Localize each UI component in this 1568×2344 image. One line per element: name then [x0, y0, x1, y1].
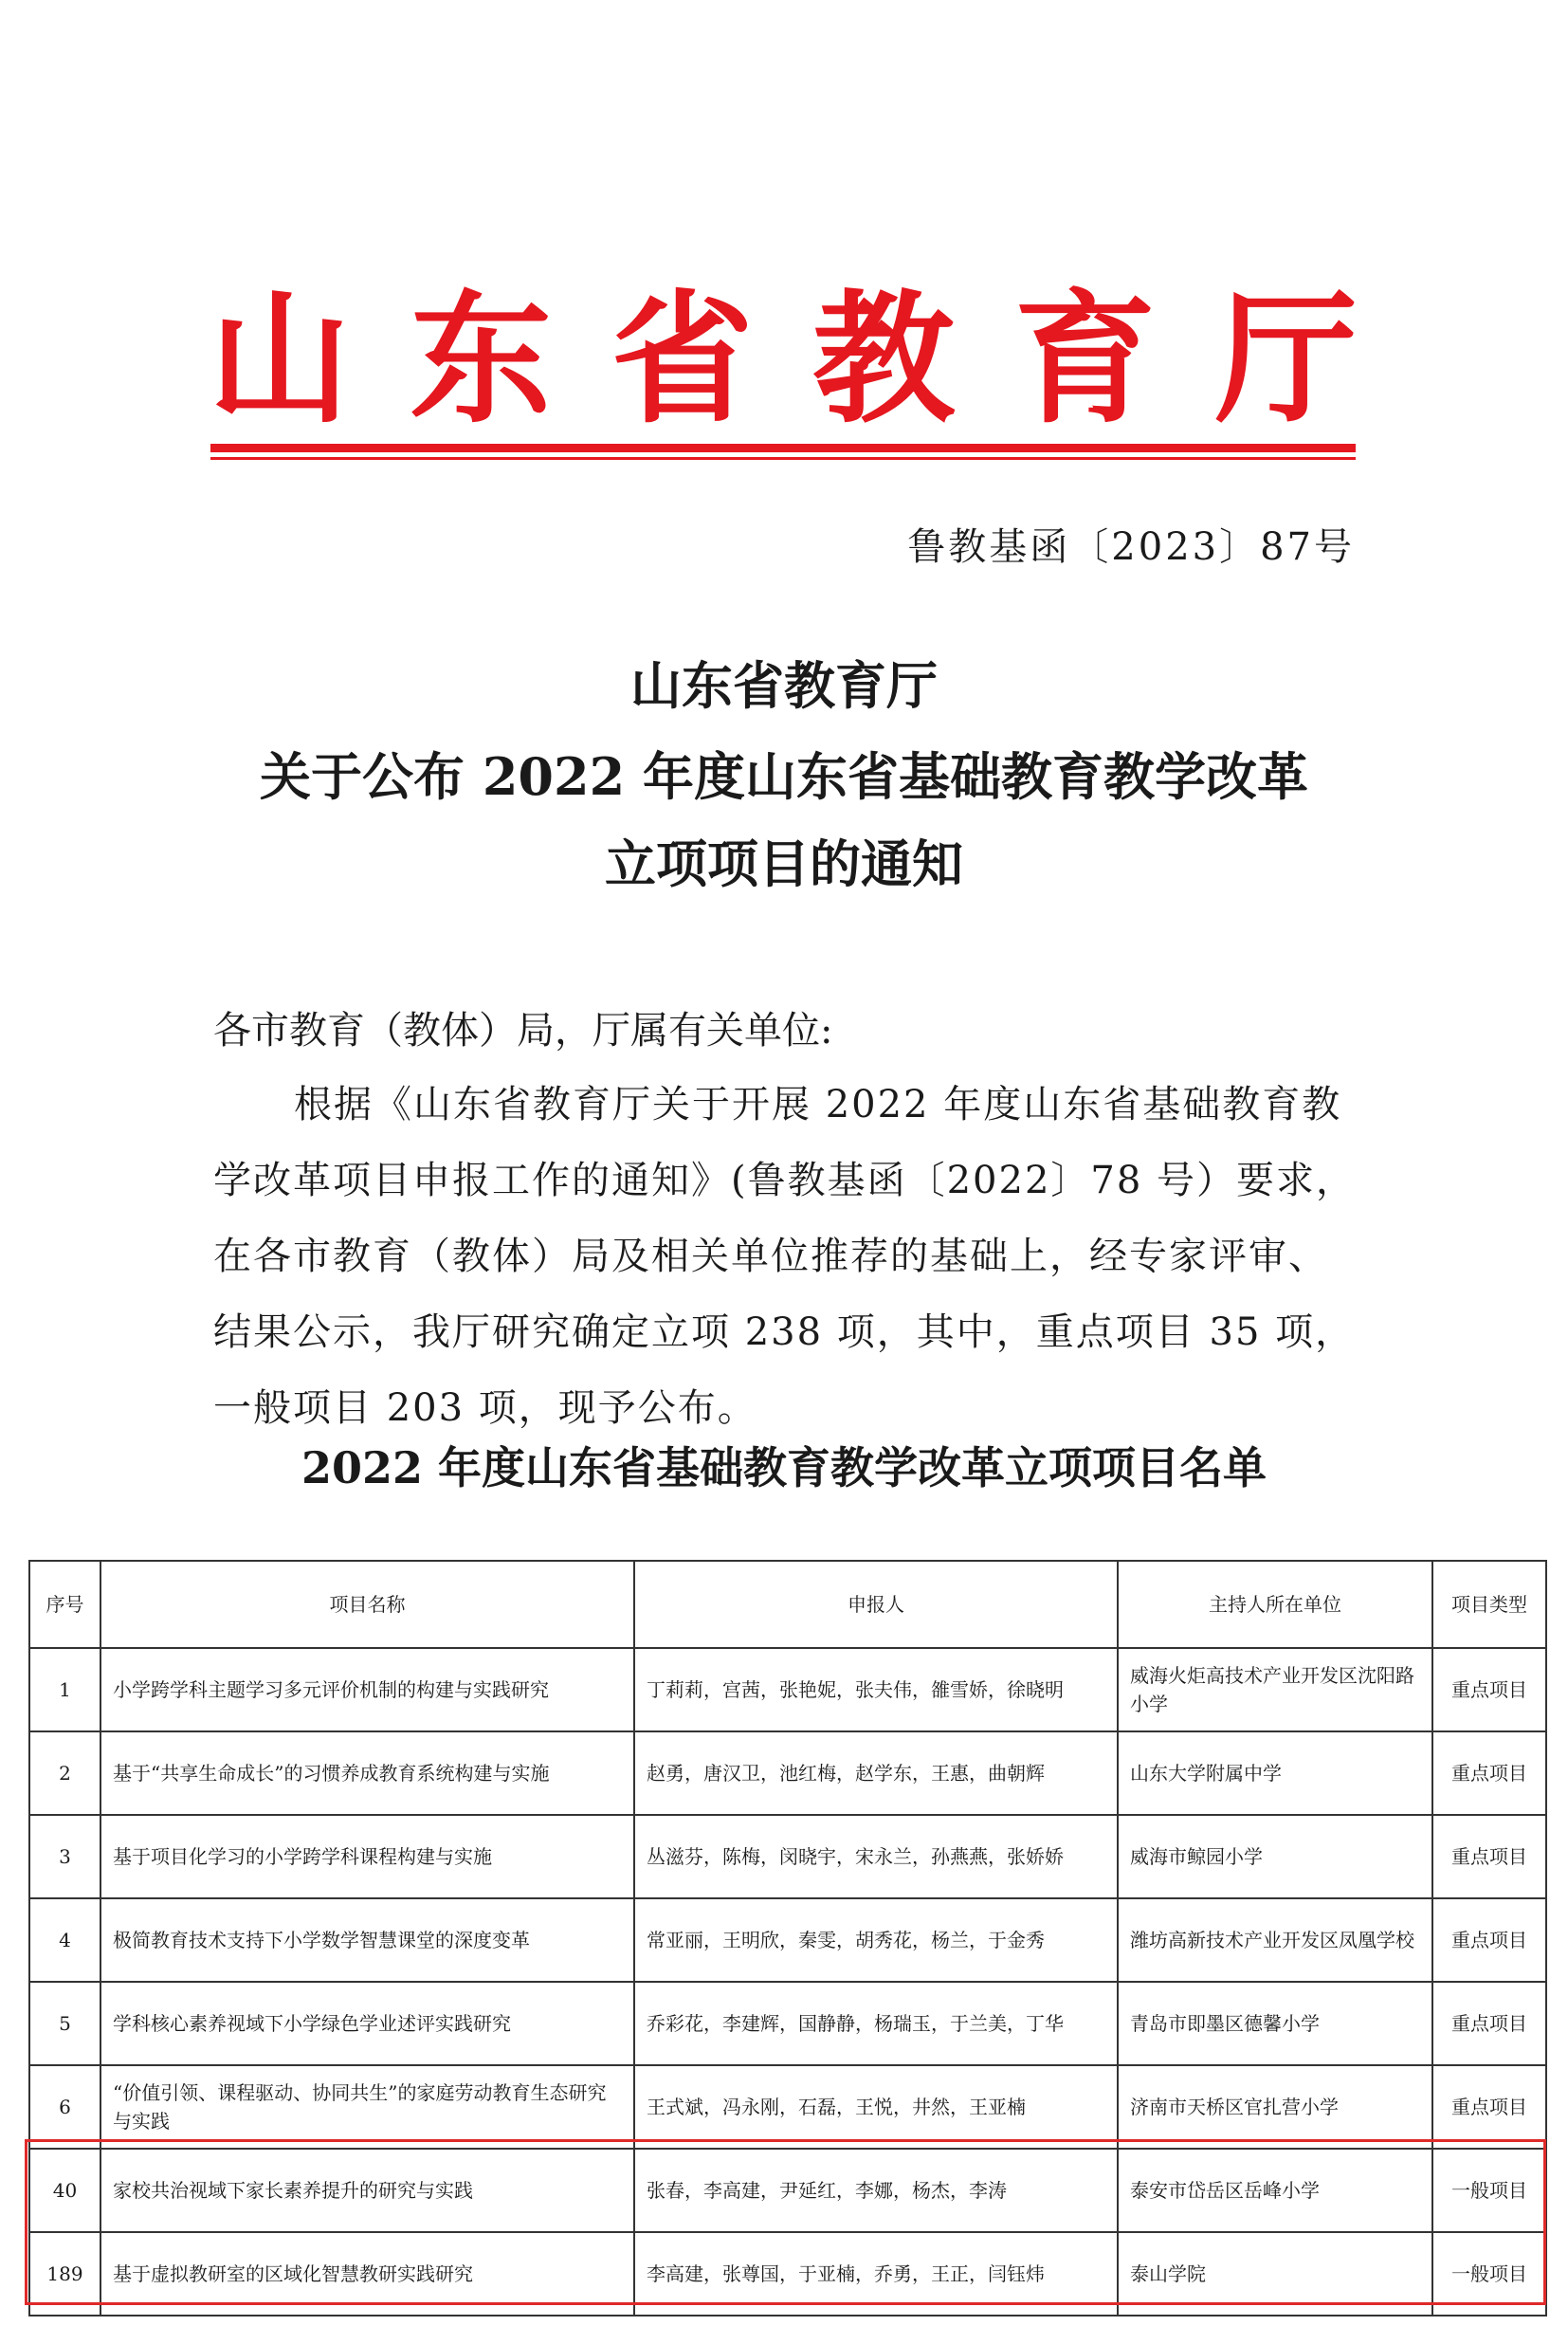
- table-row: [29, 2149, 1546, 2232]
- cell-project-type: 一般项目: [1432, 2232, 1546, 2316]
- table-row: [29, 1982, 1546, 2065]
- cell-host-unit: 泰安市岱岳区岳峰小学: [1118, 2149, 1432, 2232]
- cell-no: 2: [29, 1731, 100, 1815]
- body-line: 根据《山东省教育厅关于开展 2022 年度山东省基础教育教: [294, 1083, 1342, 1126]
- header-host-unit: 主持人所在单位: [1118, 1561, 1432, 1648]
- cell-project-type: 重点项目: [1432, 1898, 1546, 1982]
- table-row: [29, 2065, 1546, 2149]
- cell-host-unit: 济南市天桥区官扎营小学: [1118, 2065, 1432, 2149]
- cell-host-unit: 威海市鲸园小学: [1118, 1815, 1432, 1898]
- cell-project-type: 一般项目: [1432, 2149, 1546, 2232]
- letterhead-rule-thin: [210, 457, 1356, 460]
- cell-host-unit: 青岛市即墨区德馨小学: [1118, 1982, 1432, 2065]
- letterhead: [209, 280, 1358, 441]
- cell-no: 189: [29, 2232, 100, 2316]
- cell-host-unit: 山东大学附属中学: [1118, 1731, 1432, 1815]
- cell-applicants: 王式斌，冯永刚，石磊，王悦，井然，王亚楠: [634, 2065, 1118, 2149]
- cell-project-name: “价值引领、课程驱动、协同共生”的家庭劳动教育生态研究与实践: [100, 2065, 634, 2149]
- cell-no: 6: [29, 2065, 100, 2149]
- cell-no: 5: [29, 1982, 100, 2065]
- header-applicants: 申报人: [634, 1561, 1118, 1648]
- cell-applicants: 常亚丽，王明欣，秦雯，胡秀花，杨兰，于金秀: [634, 1898, 1118, 1982]
- title-line-1: 山东省教育厅: [630, 655, 938, 716]
- title-line-2: 关于公布 2022 年度山东省基础教育教学改革: [260, 746, 1308, 807]
- list-title: 2022 年度山东省基础教育教学改革立项项目名单: [301, 1442, 1267, 1493]
- cell-project-name: 基于虚拟教研室的区域化智慧教研实践研究: [100, 2232, 634, 2316]
- body-line: 结果公示，我厅研究确定立项 238 项，其中，重点项目 35 项，: [213, 1310, 1356, 1354]
- cell-project-type: 重点项目: [1432, 1648, 1546, 1731]
- cell-project-name: 学科核心素养视域下小学绿色学业述评实践研究: [100, 1982, 634, 2065]
- letterhead-char: 东: [410, 278, 553, 443]
- body-line: 学改革项目申报工作的通知》(鲁教基函〔2022〕78 号）要求，: [213, 1159, 1357, 1202]
- letterhead-char: 育: [1013, 278, 1157, 443]
- cell-project-type: 重点项目: [1432, 2065, 1546, 2149]
- cell-applicants: 丛滋芬，陈梅，闵晓宇，宋永兰，孙燕燕，张娇娇: [634, 1815, 1118, 1898]
- cell-project-name: 家校共治视域下家长素养提升的研究与实践: [100, 2149, 634, 2232]
- table-row: [29, 1898, 1546, 1982]
- cell-no: 40: [29, 2149, 100, 2232]
- cell-applicants: 李高建，张尊国，于亚楠，乔勇，王正，闫钰炜: [634, 2232, 1118, 2316]
- body-line: 一般项目 203 项，现予公布。: [213, 1386, 757, 1430]
- header-project-type: 项目类型: [1432, 1561, 1546, 1648]
- cell-applicants: 张春，李高建，尹延红，李娜，杨杰，李涛: [634, 2149, 1118, 2232]
- cell-host-unit: 潍坊高新技术产业开发区凤凰学校: [1118, 1898, 1432, 1982]
- cell-host-unit: 威海火炬高技术产业开发区沈阳路小学: [1118, 1648, 1432, 1731]
- table-row: [29, 2232, 1546, 2316]
- table-row: [29, 1648, 1546, 1731]
- table-row: [29, 1731, 1546, 1815]
- cell-project-name: 基于项目化学习的小学跨学科课程构建与实施: [100, 1815, 634, 1898]
- letterhead-char: 山: [209, 278, 352, 443]
- cell-no: 4: [29, 1898, 100, 1982]
- cell-project-type: 重点项目: [1432, 1982, 1546, 2065]
- cell-project-type: 重点项目: [1432, 1815, 1546, 1898]
- document-number: 鲁教基函〔2023〕87号: [907, 525, 1355, 569]
- body-line: 在各市教育（教体）局及相关单位推荐的基础上，经专家评审、: [213, 1235, 1328, 1278]
- letterhead-rule-thick: [210, 444, 1356, 452]
- cell-project-name: 极简教育技术支持下小学数学智慧课堂的深度变革: [100, 1898, 634, 1982]
- cell-applicants: 乔彩花，李建辉，国静静，杨瑞玉，于兰美，丁华: [634, 1982, 1118, 2065]
- table-row: [29, 1815, 1546, 1898]
- header-project-name: 项目名称: [100, 1561, 634, 1648]
- header-no: 序号: [29, 1561, 100, 1648]
- cell-project-type: 重点项目: [1432, 1731, 1546, 1815]
- cell-project-name: 小学跨学科主题学习多元评价机制的构建与实践研究: [100, 1648, 634, 1731]
- table-header-row: [29, 1561, 1546, 1648]
- letterhead-char: 厅: [1214, 278, 1358, 443]
- cell-project-name: 基于“共享生命成长”的习惯养成教育系统构建与实施: [100, 1731, 634, 1815]
- salutation: 各市教育（教体）局，厅属有关单位:: [213, 1009, 833, 1053]
- cell-applicants: 赵勇，唐汉卫，池红梅，赵学东，王惠，曲朝辉: [634, 1731, 1118, 1815]
- projects-table: [28, 1560, 1547, 2317]
- cell-host-unit: 泰山学院: [1118, 2232, 1432, 2316]
- letterhead-char: 教: [812, 278, 956, 443]
- title-line-3: 立项项目的通知: [605, 833, 963, 894]
- cell-applicants: 丁莉莉，宫茜，张艳妮，张夫伟，雒雪娇，徐晓明: [634, 1648, 1118, 1731]
- letterhead-char: 省: [611, 278, 754, 443]
- cell-no: 1: [29, 1648, 100, 1731]
- cell-no: 3: [29, 1815, 100, 1898]
